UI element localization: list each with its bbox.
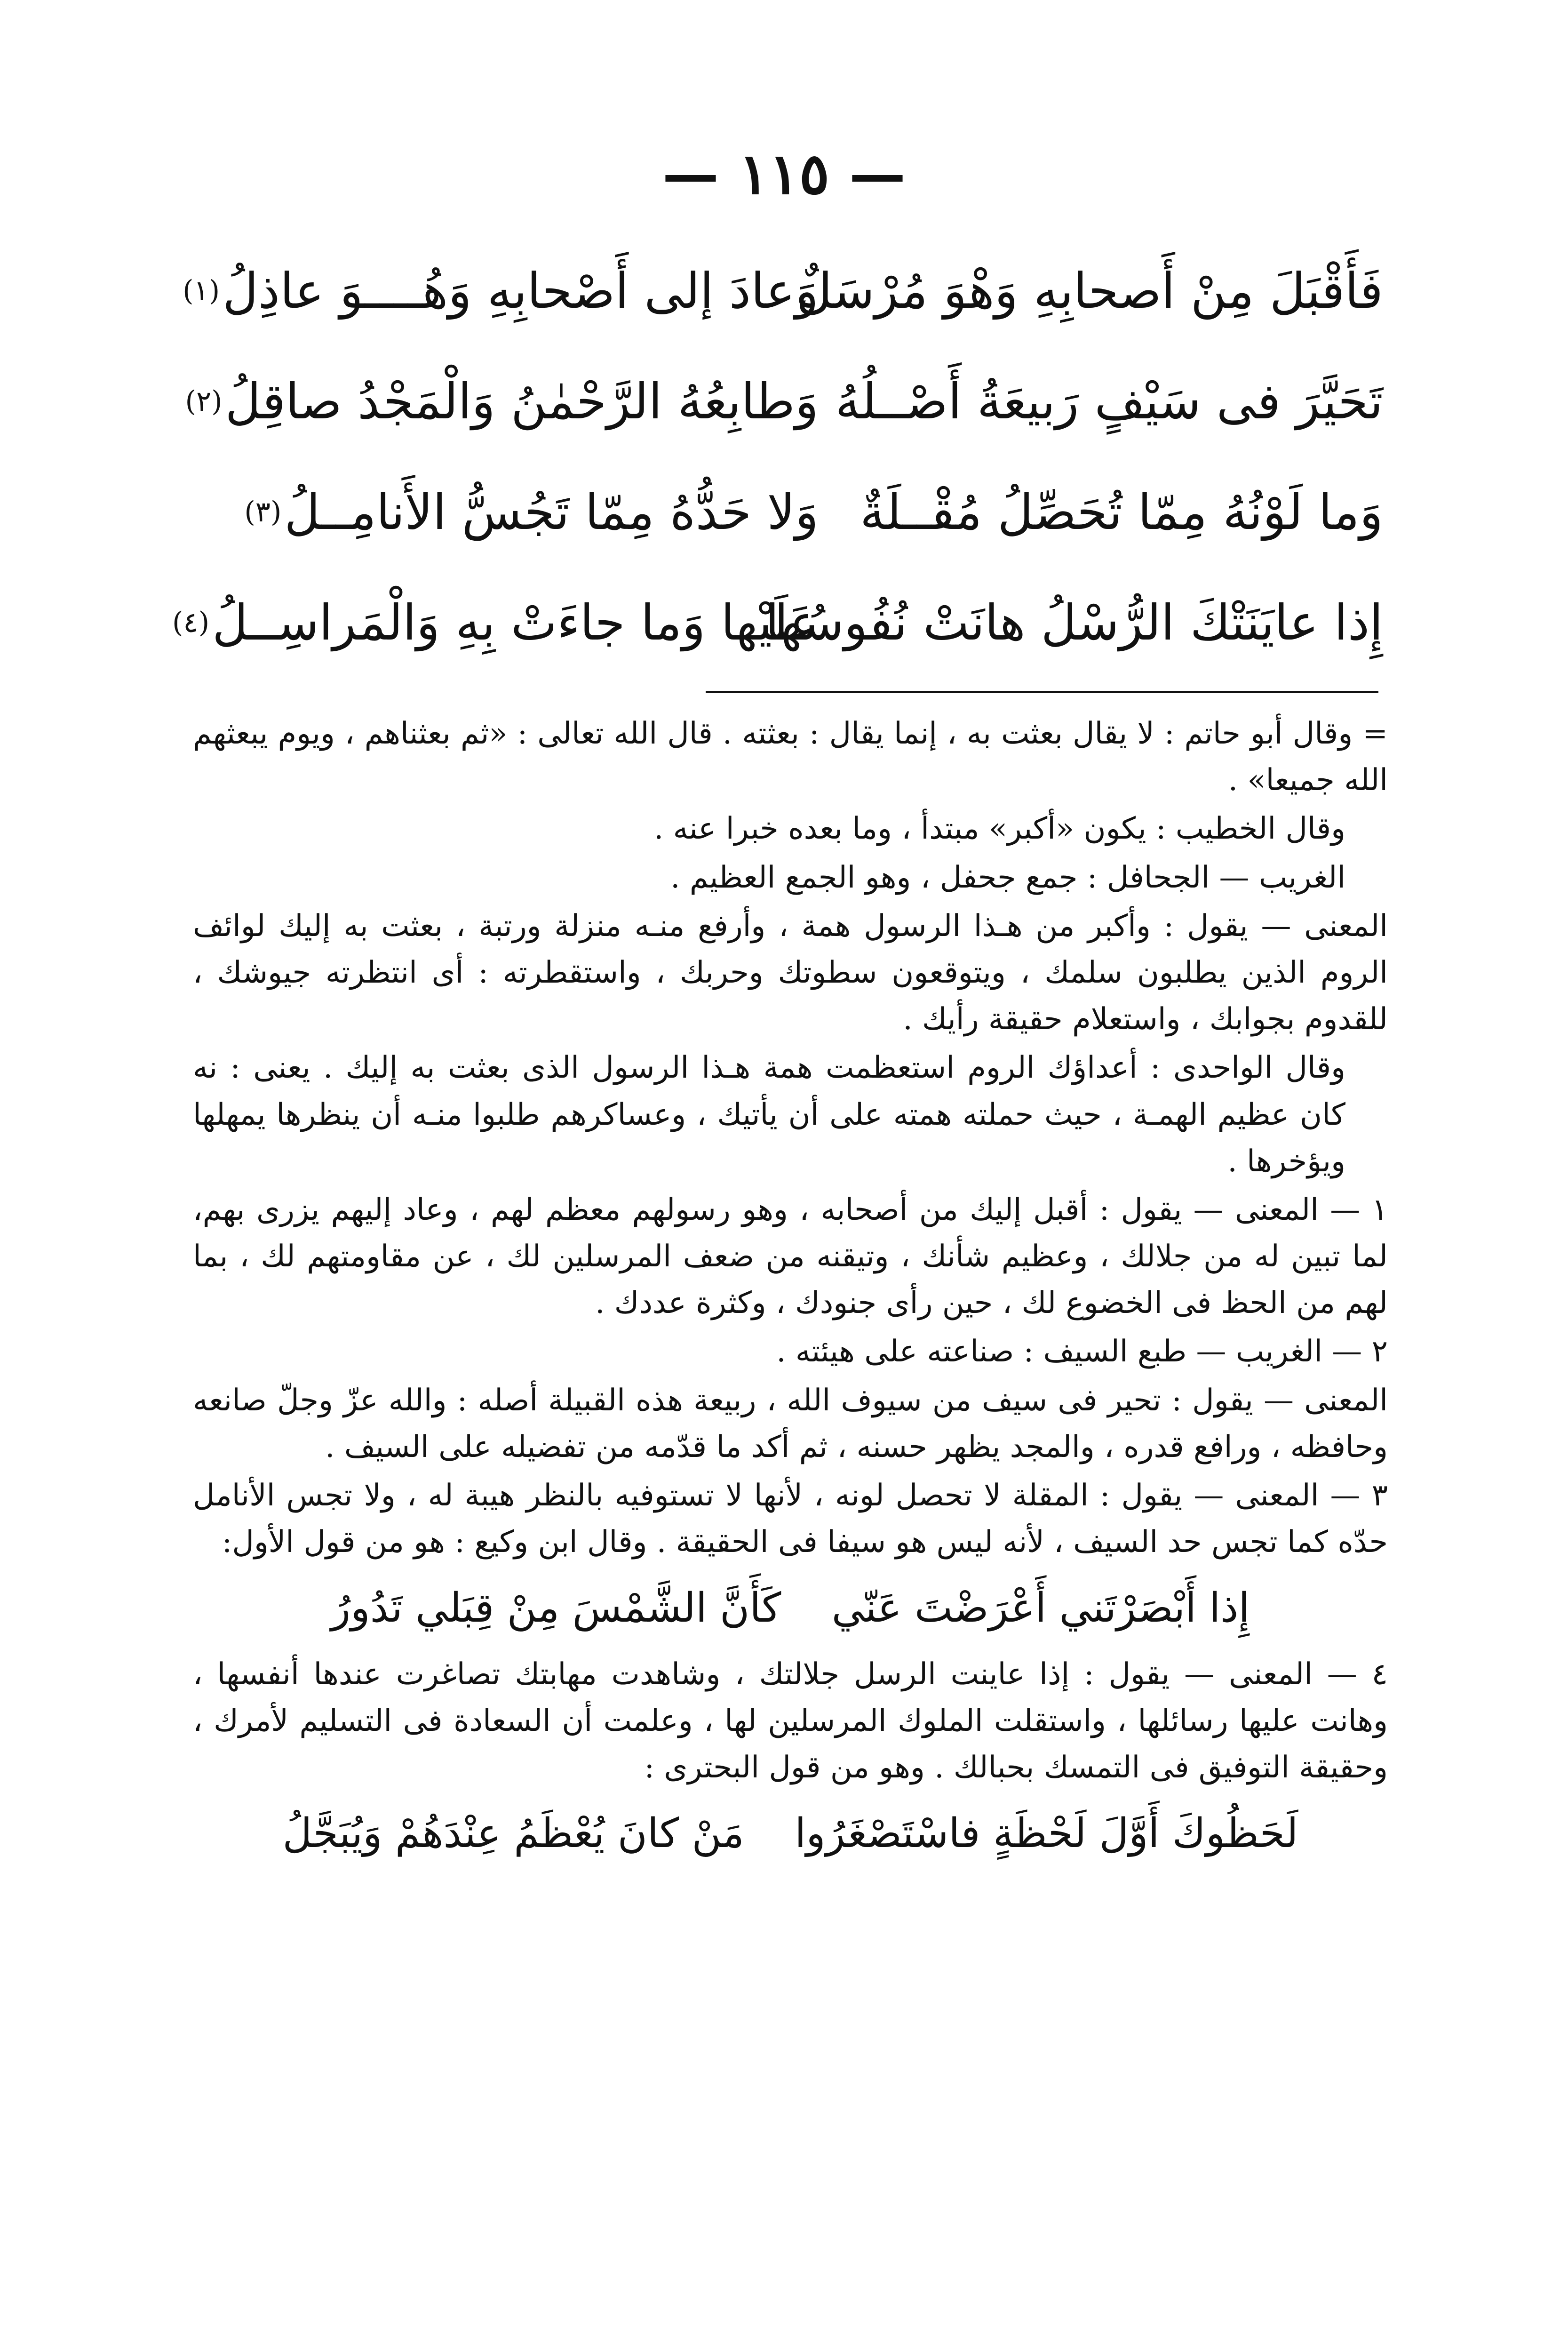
verse-2-footnote-marker: (٢)	[185, 384, 223, 418]
verse-2-first-hemistich: تَحَيَّرَ فى سَيْفٍ رَبيعَةُ أَصْــلُهُ	[835, 372, 1383, 430]
verse-2-second-text: وَطابِعُهُ الرَّحْمٰنُ وَالْمَجْدُ صاقِلُ	[225, 372, 819, 430]
verse-3	[198, 456, 1383, 567]
page-number: — ١١٥ —	[662, 141, 906, 207]
verse-1-second-text: وَعادَ إلى أَصْحابِهِ وَهُــــوَ عاذِلُ	[223, 262, 819, 320]
verse-3-second-text: وَلا حَدُّهُ مِمّا تَجُسُّ الأَنامِــلُ	[284, 483, 819, 541]
quoted-verse-1	[193, 1577, 1388, 1640]
poem	[172, 235, 1383, 678]
note-paragraph: وقال الخطيب : يكون «أكبر» مبتدأ ، وما بعده خبرا عنه .	[653, 811, 1345, 847]
note-paragraph: وقال الواحدى : أعداؤك الروم استعظمت همة هـذا الرسول الذى بعثت به إليك . يعنى : نه كان عظيم الهمـة ، حيث حملته همته على أن يأتيك ، وعساكرهم طلبوا منـه أن ينظرها يمهلها ويؤخرها .	[193, 1050, 1345, 1179]
verse-1-footnote-marker: (١)	[183, 274, 220, 307]
quoted-verse-1-second: كَأَنَّ الشَّمْسَ مِنْ قِبَلي تَدُورُ	[331, 1584, 781, 1632]
note-paragraph: ٢ — الغريب — طبع السيف : صناعته على هيئته .	[776, 1334, 1388, 1369]
note-paragraph: الغريب — الجحافل : جمع جحفل ، وهو الجمع العظيم .	[670, 860, 1345, 895]
verse-3-second-hemistich	[198, 456, 819, 567]
verse-2	[185, 346, 1383, 456]
note-paragraph: ١ — المعنى — يقول : أقبل إليك من أصحابه ، وهو رسولهم معظم لهم ، وعاد إليهم يزرى بهم، لما تبين له من جلالك ، وعظيم شأنك ، وتيقنه من ضعف المرسلين لك ، عن مقاومتهم لك ، بما لهم من الحظ فى الخضوع لك ، حين رأى جنودك ، وكثرة عددك .	[193, 1192, 1388, 1321]
verse-1	[183, 235, 1383, 346]
verse-4-footnote-marker: (٤)	[172, 606, 210, 639]
note-paragraph: ٣ — المعنى — يقول : المقلة لا تحصل لونه ، لأنها لا تستوفيه بالنظر هيبة له ، ولا تجس الأنامل حدّه كما تجس حد السيف ، لأنه ليس هو سيفا فى الحقيقة . وقال ابن وكيع : هو من قول الأول:	[193, 1478, 1388, 1560]
note-paragraph: المعنى — يقول : تحير فى سيف من سيوف الله ، ربيعة هذه القبيلة أصله : والله عزّ وجلّ صانعه وحافظه ، ورافع قدره ، والمجد يظهر حسنه ، ثم أكد ما قدّمه من تفضيله على السيف .	[193, 1383, 1388, 1464]
verse-4-second-hemistich	[172, 567, 819, 678]
verse-1-second-hemistich	[183, 235, 819, 346]
note-paragraph: ٤ — المعنى — يقول : إذا عاينت الرسل جلالتك ، وشاهدت مهابتك تصاغرت عندها أنفسها ، وهانت عليها رسائلها ، واستقلت الملوك المرسلين لها ، وعلمت أن السعادة فى التسليم لأمرك ، وحقيقة التوفيق فى التمسك بحبالك . وهو من قول البحترى :	[193, 1656, 1388, 1785]
verse-2-second-hemistich	[185, 346, 819, 456]
verse-4	[172, 567, 1383, 678]
note-paragraph: = وقال أبو حاتم : لا يقال بعثت به ، إنما يقال : بعثته . قال الله تعالى : «ثم بعثناهم ، ويوم يبعثهم الله جميعا» .	[193, 716, 1388, 798]
verse-4-first-hemistich: إِذا عايَنَتْكَ الرُّسْلُ هانَتْ نُفُوسُها	[765, 593, 1383, 651]
footnote-divider	[706, 691, 1378, 693]
note-paragraph: المعنى — يقول : وأكبر من هـذا الرسول همة ، وأرفع منـه منزلة ورتبة ، بعثت به إليك لوائف الروم الذين يطلبون سلمك ، ويتوقعون سطوتك وحربك ، واستقطرته : أى انتظرته جيوشك ، للقدوم بجوابك ، واستعلام حقيقة رأيك .	[193, 908, 1388, 1037]
quoted-verse-2-first: لَحَظُوكَ أَوَّلَ لَحْظَةٍ فاسْتَصْغَرُوا	[795, 1810, 1298, 1857]
verse-4-second-text: عَلَيْها وَما جاءَتْ بِهِ وَالْمَراسِــلُ	[212, 593, 819, 651]
quoted-verse-2-second: مَنْ كانَ يُعْظَمُ عِنْدَهُمْ وَيُبَجَّلُ	[282, 1810, 744, 1857]
verse-3-first-hemistich: وَما لَوْنُهُ مِمّا تُحَصِّلُ مُقْــلَةٌ	[860, 483, 1383, 541]
verse-1-first-hemistich: فَأَقْبَلَ مِنْ أَصحابِهِ وَهْوَ مُرْسَلٌ	[796, 262, 1383, 320]
verse-3-footnote-marker: (٣)	[244, 495, 282, 528]
commentary	[193, 711, 1388, 1877]
quoted-verse-1-first: إِذا أَبْصَرْتَني أَعْرَضْتَ عَنّي	[831, 1584, 1250, 1632]
quoted-verse-2	[193, 1802, 1388, 1865]
